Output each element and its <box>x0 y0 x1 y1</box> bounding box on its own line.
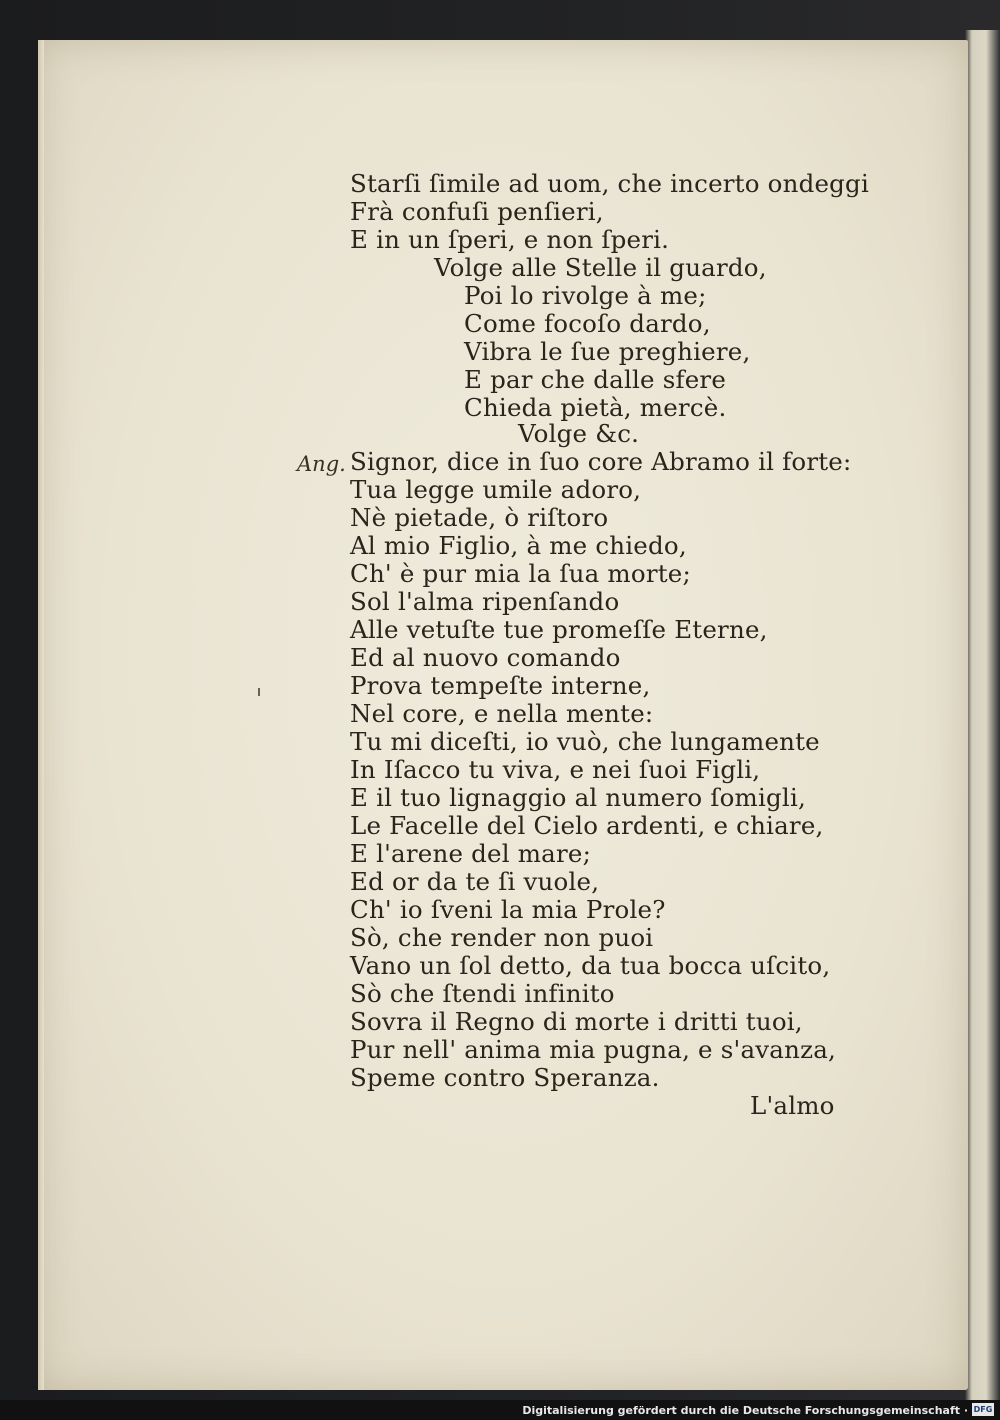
facing-page-edge <box>965 30 1000 1405</box>
verse-line: In Iſacco tu viva, e nei ſuoi Figli, <box>350 755 761 784</box>
verse-line: Pur nell' anima mia pugna, e s'avanza, <box>350 1035 836 1064</box>
verse-line: E l'arene del mare; <box>350 839 592 868</box>
verse-line: Speme contro Speranza. <box>350 1063 660 1092</box>
verse-line: Ed al nuovo comando <box>350 643 621 672</box>
verse-line: E il tuo lignaggio al numero ſomigli, <box>350 783 806 812</box>
verse-line: Nel core, e nella mente: <box>350 699 654 728</box>
verse-line: Chieda pietà, mercè. <box>464 393 727 422</box>
verse-line: Poi lo rivolge à me; <box>464 281 707 310</box>
verse-line: Vibra le ſue preghiere, <box>464 337 751 366</box>
catchword: L'almo <box>750 1091 835 1120</box>
speaker-label: Ang. <box>297 452 346 476</box>
verse-line: Come focoſo dardo, <box>464 309 711 338</box>
dfg-logo-icon: DFG <box>973 1405 993 1414</box>
verse-line: Sò che ſtendi infinito <box>350 979 615 1008</box>
verse-line: Prova tempeſte interne, <box>350 671 651 700</box>
verse-line: Le Facelle del Cielo ardenti, e chiare, <box>350 811 824 840</box>
verse-line: Starſi ſimile ad uom, che incerto ondeggi <box>350 169 869 198</box>
verse-line: E par che dalle sfere <box>464 365 727 394</box>
verse-line: E in un ſperi, e non ſperi. <box>350 225 670 254</box>
verse-line: Tu mi diceſti, io vuò, che lungamente <box>350 727 820 756</box>
verse-line: Sovra il Regno di morte i dritti tuoi, <box>350 1007 803 1036</box>
verse-line: Alle vetuſte tue promeſſe Eterne, <box>350 615 768 644</box>
verse-line: Volge &c. <box>518 419 640 448</box>
verse-line: Al mio Figlio, à me chiedo, <box>350 531 687 560</box>
verse-line: Sol l'alma ripenſando <box>350 587 620 616</box>
verse-line: Vano un ſol detto, da tua bocca uſcito, <box>350 951 831 980</box>
verse-line: Sò, che render non puoi <box>350 923 654 952</box>
verse-line: Volge alle Stelle il guardo, <box>434 253 767 282</box>
funding-notice: Digitalisierung gefördert durch die Deutsche Forschungsgemeinschaft · <box>522 1404 968 1417</box>
margin-mark <box>258 688 260 696</box>
verse-line: Ch' io ſveni la mia Prole? <box>350 895 666 924</box>
verse-line: Tua legge umile adoro, <box>350 475 642 504</box>
verse-line: Ed or da te ſi vuole, <box>350 867 600 896</box>
page-left-edge <box>38 40 44 1390</box>
verse-line: Frà confuſi penſieri, <box>350 197 604 226</box>
verse-line: Nè pietade, ò riſtoro <box>350 503 609 532</box>
verse-line: Ch' è pur mia la ſua morte; <box>350 559 691 588</box>
verse-line: Signor, dice in ſuo core Abramo il forte: <box>350 447 852 476</box>
